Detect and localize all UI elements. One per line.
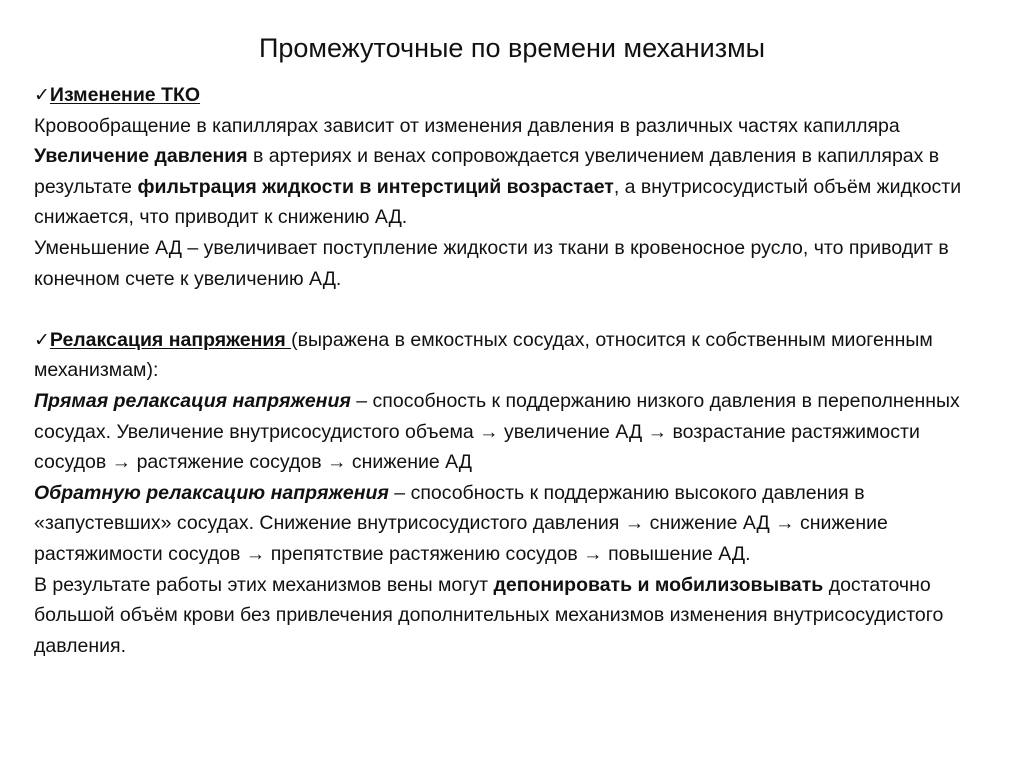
section2-p2-bold-italic: Обратную релаксацию напряжения xyxy=(34,481,389,504)
section2-paragraph-2 xyxy=(34,478,994,570)
section2-p1-bold-italic: Прямая релаксация напряжения xyxy=(34,389,351,412)
slide-title: Промежуточные по времени механизмы xyxy=(258,33,766,63)
section2-heading-line xyxy=(34,325,994,386)
section2-paragraph-1 xyxy=(34,386,994,478)
checkmark-icon: ✓ xyxy=(34,84,50,106)
section-gap xyxy=(34,294,994,325)
section2-p2-text: – способность к поддержанию высокого давления в «запустевших» сосудах. Снижение внутрисосудистого давления → снижение АД → снижение растяжимости сосудов → препятствие растяжению сосудов → повышение АД. xyxy=(34,481,888,565)
section1-heading-line xyxy=(34,80,994,111)
section1-paragraph-1: Кровообращение в капиллярах зависит от изменения давления в различных частях капилляра xyxy=(34,114,900,137)
section1-p2-text-2: , а внутрисосудистый объём жидкости снижается, что приводит к снижению АД. xyxy=(34,175,962,229)
section2-p1-text: – способность к поддержанию низкого давления в переполненных сосудах. Увеличение внутрисосудистого объема → увеличение АД → возрастание растяжимости сосудов → растяжение сосудов → снижение АД xyxy=(34,389,960,474)
section1-paragraph-2 xyxy=(34,141,994,233)
slide-content xyxy=(34,80,994,661)
section2-paragraph-3 xyxy=(34,570,994,662)
section2-p3-bold: депонировать и мобилизовывать xyxy=(493,573,824,596)
section1-p2-text-1: в артериях и венах сопровождается увеличением давления в капиллярах в результате xyxy=(34,145,940,198)
section2-heading: Релаксация напряжения xyxy=(49,328,292,351)
section2-heading-rest: (выражена в емкостных сосудах, относится к собственным миогенным механизмам): xyxy=(34,328,933,382)
section2-p3-text-1: В результате работы этих механизмов вены могут xyxy=(34,573,494,596)
section2-p3-text-2: достаточно большой объём крови без привлечения дополнительных механизмов изменения внутрисосудистого давления. xyxy=(34,573,944,657)
section1-heading: Изменение ТКО xyxy=(49,84,201,106)
checkmark-icon: ✓ xyxy=(34,328,50,351)
section1-p2-bold-1: Увеличение давления xyxy=(34,145,248,168)
section1-paragraph-3: Уменьшение АД – увеличивает поступление жидкости из ткани в кровеносное русло, что приводит в конечном счете к увеличению АД. xyxy=(34,236,949,290)
section1-p2-bold-2: фильтрация жидкости в интерстиций возрастает xyxy=(137,175,614,198)
